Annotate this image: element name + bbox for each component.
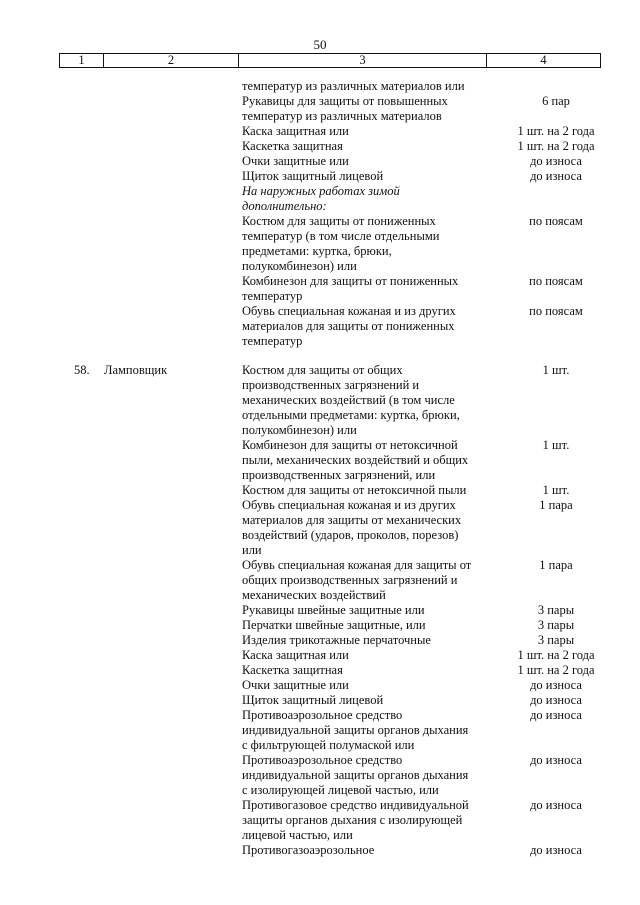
protective-item: [242, 498, 490, 558]
issue-norm: до износа: [530, 708, 582, 722]
item-text-line: Костюм для защиты от нетоксичной пыли: [242, 483, 467, 497]
issue-norm: 1 шт.: [542, 483, 570, 497]
protective-item: [242, 753, 490, 798]
issue-norm: до износа: [530, 169, 582, 183]
issue-norm: 3 пары: [537, 603, 575, 617]
item-text-line: Перчатки швейные защитные, или: [242, 618, 426, 632]
table-row: [0, 753, 640, 798]
column-header-2: 2: [104, 54, 239, 67]
protective-item: [242, 693, 490, 708]
item-number: [0, 169, 104, 184]
item-text-line: Каска защитная или: [242, 124, 349, 138]
item-text-line: механических воздействий (в том числе: [242, 393, 455, 407]
item-text-line: температур из различных материалов или: [242, 79, 465, 93]
item-text-line: температур (в том числе отдельными: [242, 229, 440, 243]
issue-norm: до износа: [530, 753, 582, 767]
profession-name: [104, 79, 242, 94]
profession-name: [104, 663, 242, 678]
item-text-line: воздействий (ударов, проколов, порезов): [242, 528, 459, 542]
profession-name: [104, 693, 242, 708]
item-text-line: общих производственных загрязнений и: [242, 573, 458, 587]
protective-item: [242, 603, 490, 618]
item-number: [0, 648, 104, 663]
item-text-line: Рукавицы для защиты от повышенных: [242, 94, 448, 108]
item-text-line: производственных загрязнений, или: [242, 468, 436, 482]
item-number: [0, 753, 104, 798]
table-row: [0, 304, 640, 349]
item-text-line: материалов для защиты от механических: [242, 513, 462, 527]
profession-name: [104, 214, 242, 274]
table-row: [0, 124, 640, 139]
profession-name: [104, 618, 242, 633]
item-text-line: индивидуальной защиты органов дыхания: [242, 723, 469, 737]
table-row: [0, 79, 640, 94]
item-text-line: Противогазоаэрозольное: [242, 843, 375, 857]
item-text-line: лицевой частью, или: [242, 828, 353, 842]
profession-name: [104, 483, 242, 498]
item-number: [0, 304, 104, 349]
protective-item: [242, 618, 490, 633]
item-text-line: Рукавицы швейные защитные или: [242, 603, 425, 617]
column-header-row: [59, 53, 601, 68]
table-row: [0, 678, 640, 693]
item-text-line: Костюм для защиты от пониженных: [242, 214, 436, 228]
item-number: [0, 558, 104, 603]
profession-name: [104, 154, 242, 169]
profession-name: [104, 648, 242, 663]
item-number: [0, 438, 104, 483]
profession-name: [104, 304, 242, 349]
table-row: [0, 184, 640, 214]
protective-item: [242, 708, 490, 753]
item-text-line: с изолирующей лицевой частью, или: [242, 783, 439, 797]
item-number: 58.: [74, 363, 90, 377]
issue-norm: [490, 79, 616, 94]
column-header-3: 3: [239, 54, 487, 67]
issue-norm: по поясам: [529, 274, 583, 288]
protective-item: [242, 79, 490, 94]
protective-item: [242, 648, 490, 663]
protective-item: [242, 304, 490, 349]
column-header-1: 1: [60, 54, 104, 67]
issue-norm: 1 пара: [539, 558, 573, 572]
profession-name: [104, 184, 242, 214]
table-row: [0, 94, 640, 124]
table-row: [0, 154, 640, 169]
table-row: [0, 498, 640, 558]
item-number: [0, 79, 104, 94]
issue-norm: до износа: [530, 678, 582, 692]
profession-name: [104, 498, 242, 558]
table-row: [0, 648, 640, 663]
table-row: [0, 558, 640, 603]
protective-item: [242, 843, 490, 858]
item-text-line: Обувь специальная кожаная и из других: [242, 498, 456, 512]
item-number: [0, 184, 104, 214]
issue-norm: по поясам: [529, 214, 583, 228]
protective-item: [242, 678, 490, 693]
item-text-line: полукомбинезон) или: [242, 423, 357, 437]
protective-item: [242, 798, 490, 843]
item-number: [0, 663, 104, 678]
item-number: [0, 483, 104, 498]
item-text-line: индивидуальной защиты органов дыхания: [242, 768, 469, 782]
item-text-line: Комбинезон для защиты от нетоксичной: [242, 438, 458, 452]
item-text-line: Обувь специальная кожаная для защиты от: [242, 558, 472, 572]
item-text-line: Противоаэрозольное средство: [242, 753, 403, 767]
protective-item: [242, 169, 490, 184]
table-row: [0, 483, 640, 498]
profession-name: [104, 603, 242, 618]
protective-item: [242, 154, 490, 169]
issue-norm: до износа: [530, 843, 582, 857]
profession-name: [104, 843, 242, 858]
table-row: [0, 214, 640, 274]
table-row: [0, 633, 640, 648]
protective-item: [242, 663, 490, 678]
item-text-line: Обувь специальная кожаная и из других: [242, 304, 456, 318]
protective-item: [242, 214, 490, 274]
item-text-line: Комбинезон для защиты от пониженных: [242, 274, 459, 288]
issue-norm: до износа: [530, 693, 582, 707]
table-row: [0, 663, 640, 678]
issue-norm: 3 пары: [537, 633, 575, 647]
profession-name: [104, 169, 242, 184]
profession-name: [104, 274, 242, 304]
issue-norm: 1 шт.: [542, 438, 570, 452]
issue-norm: по поясам: [529, 304, 583, 318]
profession-name: [104, 708, 242, 753]
item-text-line: механических воздействий: [242, 588, 386, 602]
item-text-line: Противоаэрозольное средство: [242, 708, 403, 722]
item-number: [0, 798, 104, 843]
table-row: [0, 139, 640, 154]
table-row: [0, 274, 640, 304]
protective-item: [242, 184, 490, 214]
protective-item: [242, 633, 490, 648]
issue-norm: 3 пары: [537, 618, 575, 632]
item-number: [0, 633, 104, 648]
document-body: [0, 79, 640, 858]
item-number: [0, 678, 104, 693]
item-text-line: дополнительно:: [242, 199, 327, 213]
table-row: [0, 708, 640, 753]
item-text-line: Щиток защитный лицевой: [242, 169, 384, 183]
issue-norm: 1 шт. на 2 года: [517, 648, 595, 662]
profession-name: [104, 139, 242, 154]
item-text-line: Каскетка защитная: [242, 663, 343, 677]
item-number: [0, 214, 104, 274]
protective-item: [242, 274, 490, 304]
table-row: [0, 693, 640, 708]
item-number: [0, 124, 104, 139]
issue-norm: до износа: [530, 154, 582, 168]
profession-name: [104, 94, 242, 124]
issue-norm: 6 пар: [542, 94, 570, 108]
profession-name: [104, 558, 242, 603]
item-text-line: Противогазовое средство индивидуальной: [242, 798, 469, 812]
item-text-line: Очки защитные или: [242, 678, 349, 692]
profession-name: Ламповщик: [104, 363, 168, 377]
item-text-line: с фильтрующей полумаской или: [242, 738, 415, 752]
table-row: [0, 438, 640, 483]
issue-norm: 1 шт. на 2 года: [517, 139, 595, 153]
item-text-line: защиты органов дыхания с изолирующей: [242, 813, 463, 827]
table-row: [0, 169, 640, 184]
item-text-line: Костюм для защиты от общих: [242, 363, 403, 377]
item-text-line: производственных загрязнений и: [242, 378, 420, 392]
column-header-4: 4: [540, 53, 547, 67]
table-row: [0, 363, 640, 438]
item-number: [0, 154, 104, 169]
protective-item: [242, 438, 490, 483]
item-text-line: Каска защитная или: [242, 648, 349, 662]
table-row: [0, 603, 640, 618]
issue-norm: до износа: [530, 798, 582, 812]
profession-name: [104, 633, 242, 648]
item-text-line: температур: [242, 334, 303, 348]
issue-norm: 1 шт. на 2 года: [517, 663, 595, 677]
item-number: [0, 843, 104, 858]
item-number: [0, 693, 104, 708]
item-number: [0, 498, 104, 558]
profession-name: [104, 798, 242, 843]
item-text-line: температур: [242, 289, 303, 303]
protective-item: [242, 139, 490, 154]
item-number: [0, 94, 104, 124]
profession-name: [104, 438, 242, 483]
item-text-line: Очки защитные или: [242, 154, 349, 168]
item-number: [0, 603, 104, 618]
protective-item: [242, 558, 490, 603]
protective-item: [242, 124, 490, 139]
item-text-line: Каскетка защитная: [242, 139, 343, 153]
issue-norm: 1 шт.: [542, 363, 570, 377]
item-text-line: пыли, механических воздействий и общих: [242, 453, 469, 467]
profession-name: [104, 753, 242, 798]
item-text-line: На наружных работах зимой: [242, 184, 400, 198]
item-text-line: или: [242, 543, 262, 557]
item-text-line: материалов для защиты от пониженных: [242, 319, 455, 333]
issue-norm: 1 пара: [539, 498, 573, 512]
item-text-line: температур из различных материалов: [242, 109, 442, 123]
item-text-line: предметами: куртка, брюки,: [242, 244, 392, 258]
item-text-line: Щиток защитный лицевой: [242, 693, 384, 707]
issue-norm: [490, 184, 616, 214]
protective-item: [242, 363, 490, 438]
item-number: [0, 618, 104, 633]
table-row: [0, 843, 640, 858]
profession-name: [104, 678, 242, 693]
item-text-line: Изделия трикотажные перчаточные: [242, 633, 431, 647]
profession-name: [104, 124, 242, 139]
item-text-line: полукомбинезон) или: [242, 259, 357, 273]
item-number: [0, 274, 104, 304]
table-row: [0, 798, 640, 843]
section-gap: [0, 349, 640, 363]
protective-item: [242, 483, 490, 498]
item-text-line: отдельными предметами: куртка, брюки,: [242, 408, 460, 422]
protective-item: [242, 94, 490, 124]
page-number: 50: [313, 37, 327, 52]
table-row: [0, 618, 640, 633]
item-number: [0, 708, 104, 753]
issue-norm: 1 шт. на 2 года: [517, 124, 595, 138]
item-number: [0, 139, 104, 154]
